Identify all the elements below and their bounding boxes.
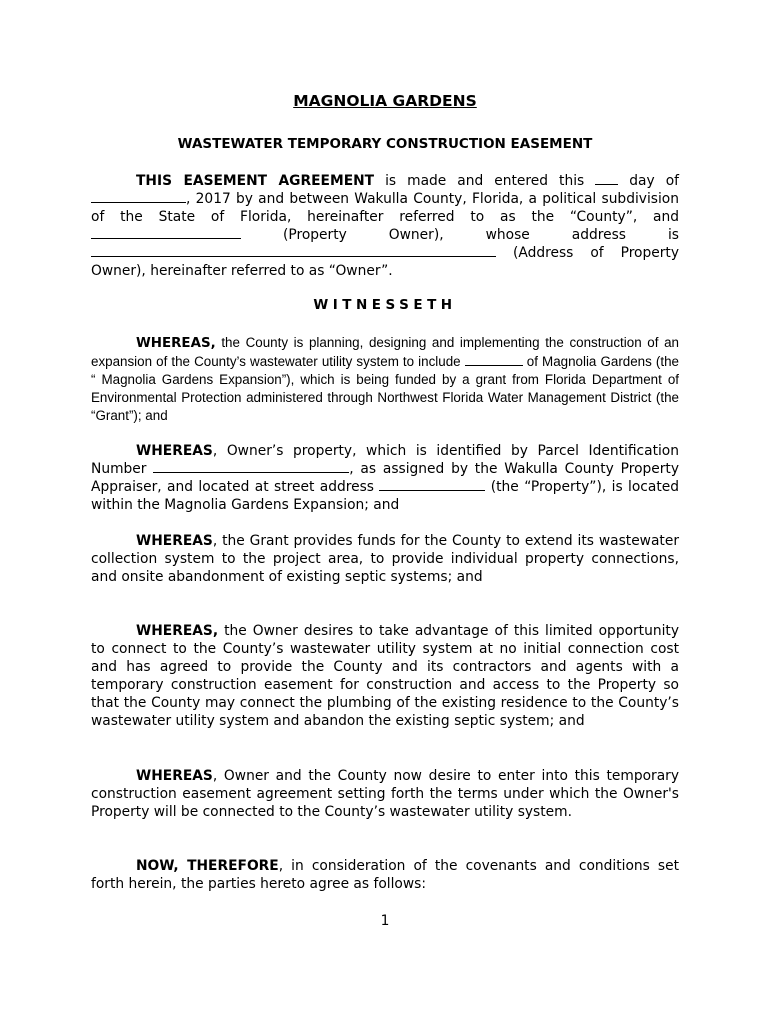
street-address-blank[interactable]	[379, 478, 485, 491]
whereas-3-lead: WHEREAS	[136, 533, 213, 549]
whereas-4-lead: WHEREAS,	[136, 623, 219, 639]
whereas-1-text-1: the County is planning, designing and implementing the construction of an expansion of the County’s wastewater utility system to include	[91, 335, 679, 369]
whereas-5-text-1: , Owner and the County now desire to enter into this temporary construction easement agreement setting forth the terms under which the Owner's Property will be connected to the County’s wastewater utility system.	[91, 768, 679, 820]
whereas-1-lead: WHEREAS,	[136, 336, 216, 351]
document-title: MAGNOLIA GARDENS	[293, 92, 477, 110]
day-blank[interactable]	[595, 172, 618, 185]
area-blank[interactable]	[465, 353, 523, 366]
whereas-2-text-1: , Owner’s property, which is identified by Parcel Identification Number	[91, 443, 679, 477]
whereas-5-lead: WHEREAS	[136, 768, 213, 784]
now-therefore-paragraph	[91, 857, 679, 893]
agreement-text-3: , 2017 by and between Wakulla County, Florida, a political subdivision of the State of Florida, hereinafter referred to as the “County”, and	[91, 191, 679, 225]
whereas-paragraph-1	[91, 334, 679, 425]
whereas-paragraph-5	[91, 767, 679, 821]
whereas-2-text-2: , as assigned by the Wakulla County Property Appraiser, and located at street address	[91, 461, 680, 495]
whereas-paragraph-4	[91, 622, 679, 730]
month-blank[interactable]	[91, 190, 186, 203]
parcel-id-blank[interactable]	[153, 460, 349, 473]
whereas-4-text-1: the Owner desires to take advantage of this limited opportunity to connect to the County’s wastewater utility system at no initial connection cost and has agreed to provide the County and its contractors and agents with a temporary construction easement for construction and access to the Property so that the County may connect the plumbing of the existing residence to the County’s wastewater utility system and abandon the existing septic system; and	[91, 623, 679, 729]
agreement-text-1: is made and entered this	[374, 173, 596, 189]
agreement-paragraph	[91, 172, 679, 280]
whereas-1-text-2: of Magnolia Gardens (the “ Magnolia Gardens Expansion”), which is being funded by a grant from Florida Department of Environmental Protection administered through Northwest Florida Water Management District (the “Grant”); and	[91, 354, 679, 423]
whereas-paragraph-2	[91, 442, 679, 514]
now-therefore-text-1: , in consideration of the covenants and conditions set forth herein, the parties hereto agree as follows:	[91, 858, 680, 892]
witnesseth-heading: WITNESSETH	[313, 297, 457, 313]
whereas-paragraph-3	[91, 532, 679, 586]
document-subtitle: WASTEWATER TEMPORARY CONSTRUCTION EASEMENT	[177, 136, 593, 152]
agreement-lead: THIS EASEMENT AGREEMENT	[136, 173, 375, 189]
page-number: 1	[380, 913, 390, 929]
agreement-text-2: day of	[618, 173, 679, 189]
whereas-2-text-3: (the “Property”), is located within the Magnolia Gardens Expansion; and	[91, 479, 679, 513]
whereas-2-lead: WHEREAS	[136, 443, 213, 459]
whereas-3-text-1: , the Grant provides funds for the County to extend its wastewater collection system to the project area, to provide individual property connections, and onsite abandonment of existing septic systems; and	[91, 533, 679, 585]
agreement-text-4: (Property Owner), whose address is	[241, 227, 679, 243]
property-owner-blank[interactable]	[91, 226, 241, 239]
owner-address-blank[interactable]	[91, 244, 496, 257]
agreement-text-5: (Address of Property Owner), hereinafter referred to as “Owner”.	[91, 245, 679, 279]
now-therefore-lead: NOW, THEREFORE	[136, 858, 279, 874]
